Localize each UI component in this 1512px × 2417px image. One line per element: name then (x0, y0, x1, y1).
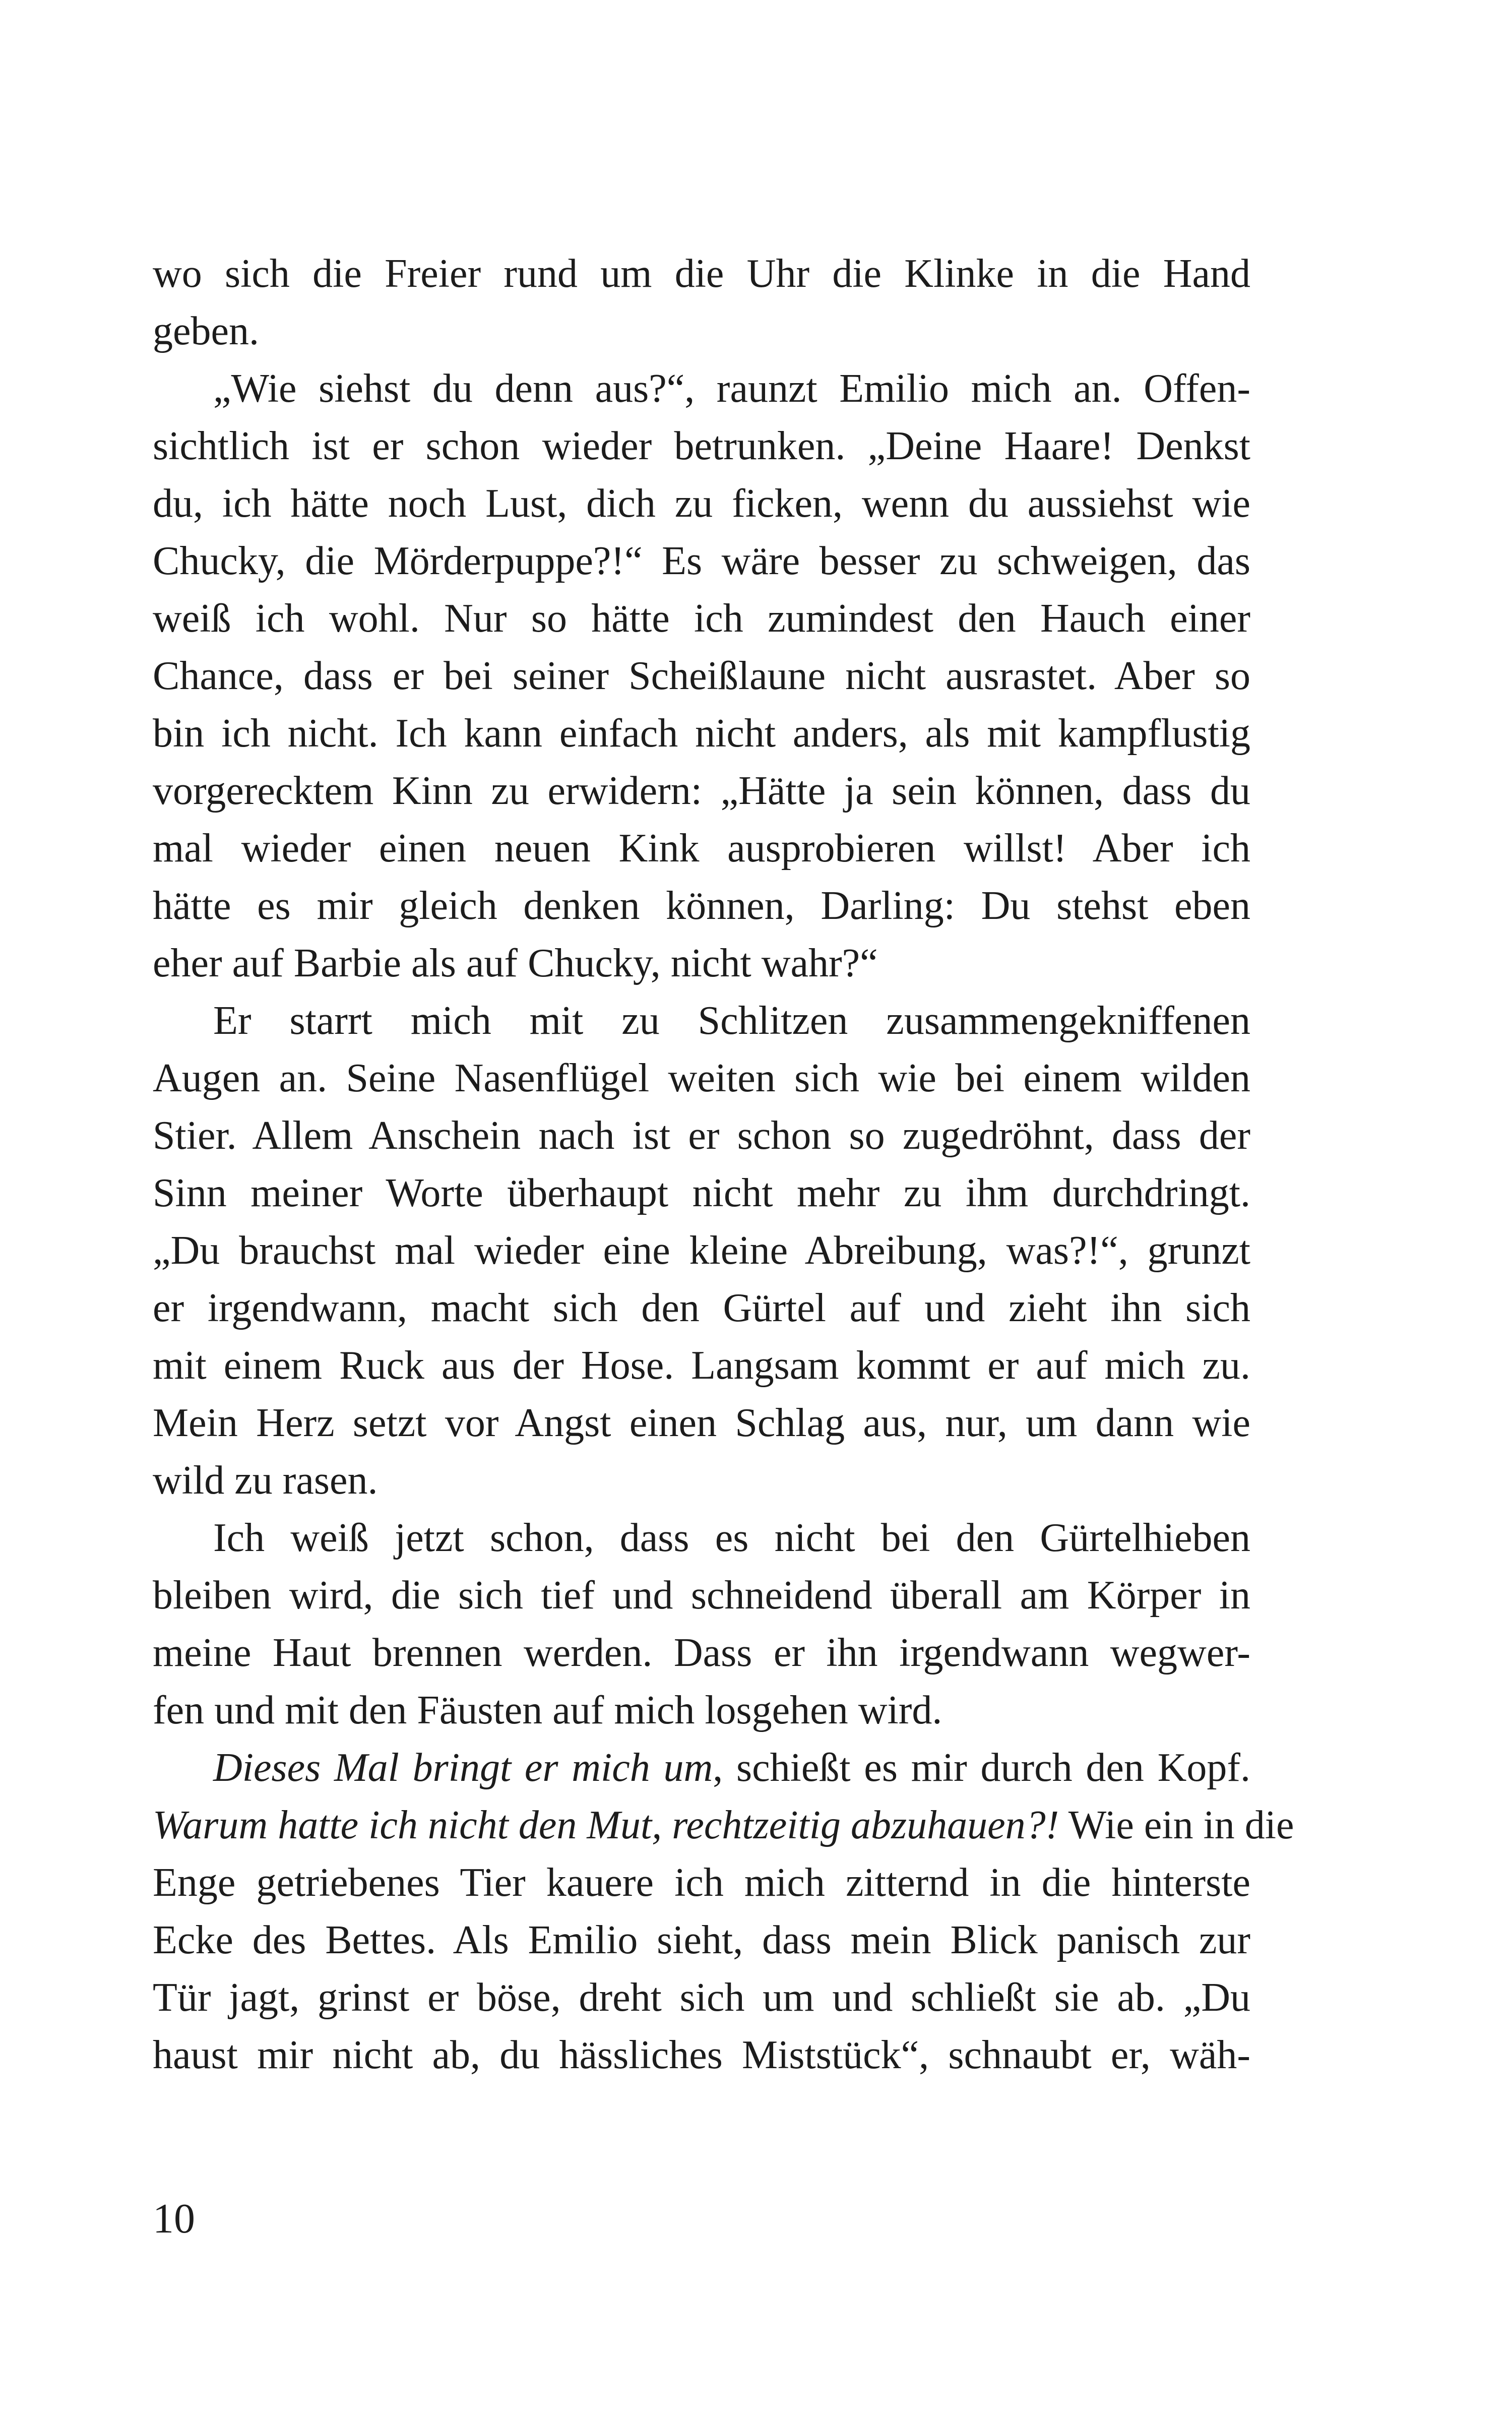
text-line: hätte es mir gleich denken können, Darling: Du stehst eben (153, 884, 1250, 928)
text-fragment: , schießt es mir durch den Kopf. (713, 1746, 1251, 1790)
text-line: wild zu rasen. (153, 1458, 378, 1503)
text-line: er irgendwann, macht sich den Gürtel auf und zieht ihn sich (153, 1286, 1250, 1330)
text-line: Tür jagt, grinst er böse, dreht sich um und schließt sie ab. „Du (153, 1975, 1250, 2020)
text-line: mal wieder einen neuen Kink ausprobieren willst! Aber ich (153, 826, 1250, 871)
text-line: Augen an. Seine Nasenflügel weiten sich wie bei einem wilden (153, 1056, 1250, 1100)
text-line: mit einem Ruck aus der Hose. Langsam kommt er auf mich zu. (153, 1343, 1250, 1388)
text-line: Er starrt mich mit zu Schlitzen zusammengekniffenen (213, 999, 1250, 1043)
text-line: Stier. Allem Anschein nach ist er schon so zugedröhnt, dass der (153, 1113, 1250, 1158)
text-line: bin ich nicht. Ich kann einfach nicht anders, als mit kampflustig (153, 711, 1250, 756)
text-line: meine Haut brennen werden. Dass er ihn irgendwann wegwer- (153, 1631, 1250, 1675)
italic-thought: Dieses Mal bringt er mich um (213, 1746, 713, 1790)
text-line: vorgerecktem Kinn zu erwidern: „Hätte ja sein können, dass du (153, 769, 1250, 813)
text-line: „Wie siehst du denn aus?“, raunzt Emilio mich an. Offen- (213, 366, 1250, 411)
text-line (153, 1796, 1294, 1854)
text-line: weiß ich wohl. Nur so hätte ich zumindest den Hauch einer (153, 596, 1250, 641)
text-line: Chucky, die Mörderpuppe?!“ Es wäre besser zu schweigen, das (153, 539, 1250, 583)
text-line: Sinn meiner Worte überhaupt nicht mehr zu ihm durchdringt. (153, 1171, 1250, 1215)
text-line: sichtlich ist er schon wieder betrunken. „Deine Haare! Denkst (153, 424, 1250, 468)
text-line: wo sich die Freier rund um die Uhr die Klinke in die Hand (153, 252, 1250, 296)
text-line: Chance, dass er bei seiner Scheißlaune nicht ausrastet. Aber so (153, 654, 1250, 698)
text-line (153, 1739, 1250, 1796)
text-line: geben. (153, 309, 260, 353)
body-text (153, 245, 1294, 2084)
text-line: bleiben wird, die sich tief und schneidend überall am Körper in (153, 1573, 1250, 1618)
text-line: Ich weiß jetzt schon, dass es nicht bei den Gürtelhieben (213, 1516, 1250, 1560)
text-line: Mein Herz setzt vor Angst einen Schlag aus, nur, um dann wie (153, 1401, 1250, 1445)
text-line: „Du brauchst mal wieder eine kleine Abreibung, was?!“, grunzt (153, 1228, 1250, 1273)
text-line: haust mir nicht ab, du hässliches Miststück“, schnaubt er, wäh- (153, 2033, 1250, 2077)
text-fragment: Wie ein in die (1059, 1803, 1294, 1847)
text-line: Enge getriebenes Tier kauere ich mich zitternd in die hinterste (153, 1861, 1250, 1905)
text-line: fen und mit den Fäusten auf mich losgehen wird. (153, 1688, 942, 1732)
text-line: du, ich hätte noch Lust, dich zu ficken, wenn du aussiehst wie (153, 481, 1250, 526)
text-line: Ecke des Bettes. Als Emilio sieht, dass mein Blick panisch zur (153, 1918, 1250, 1962)
italic-thought: Warum hatte ich nicht den Mut, rechtzeitig abzuhauen?! (153, 1803, 1059, 1847)
page-number: 10 (153, 2195, 195, 2242)
text-line: eher auf Barbie als auf Chucky, nicht wahr?“ (153, 941, 878, 985)
